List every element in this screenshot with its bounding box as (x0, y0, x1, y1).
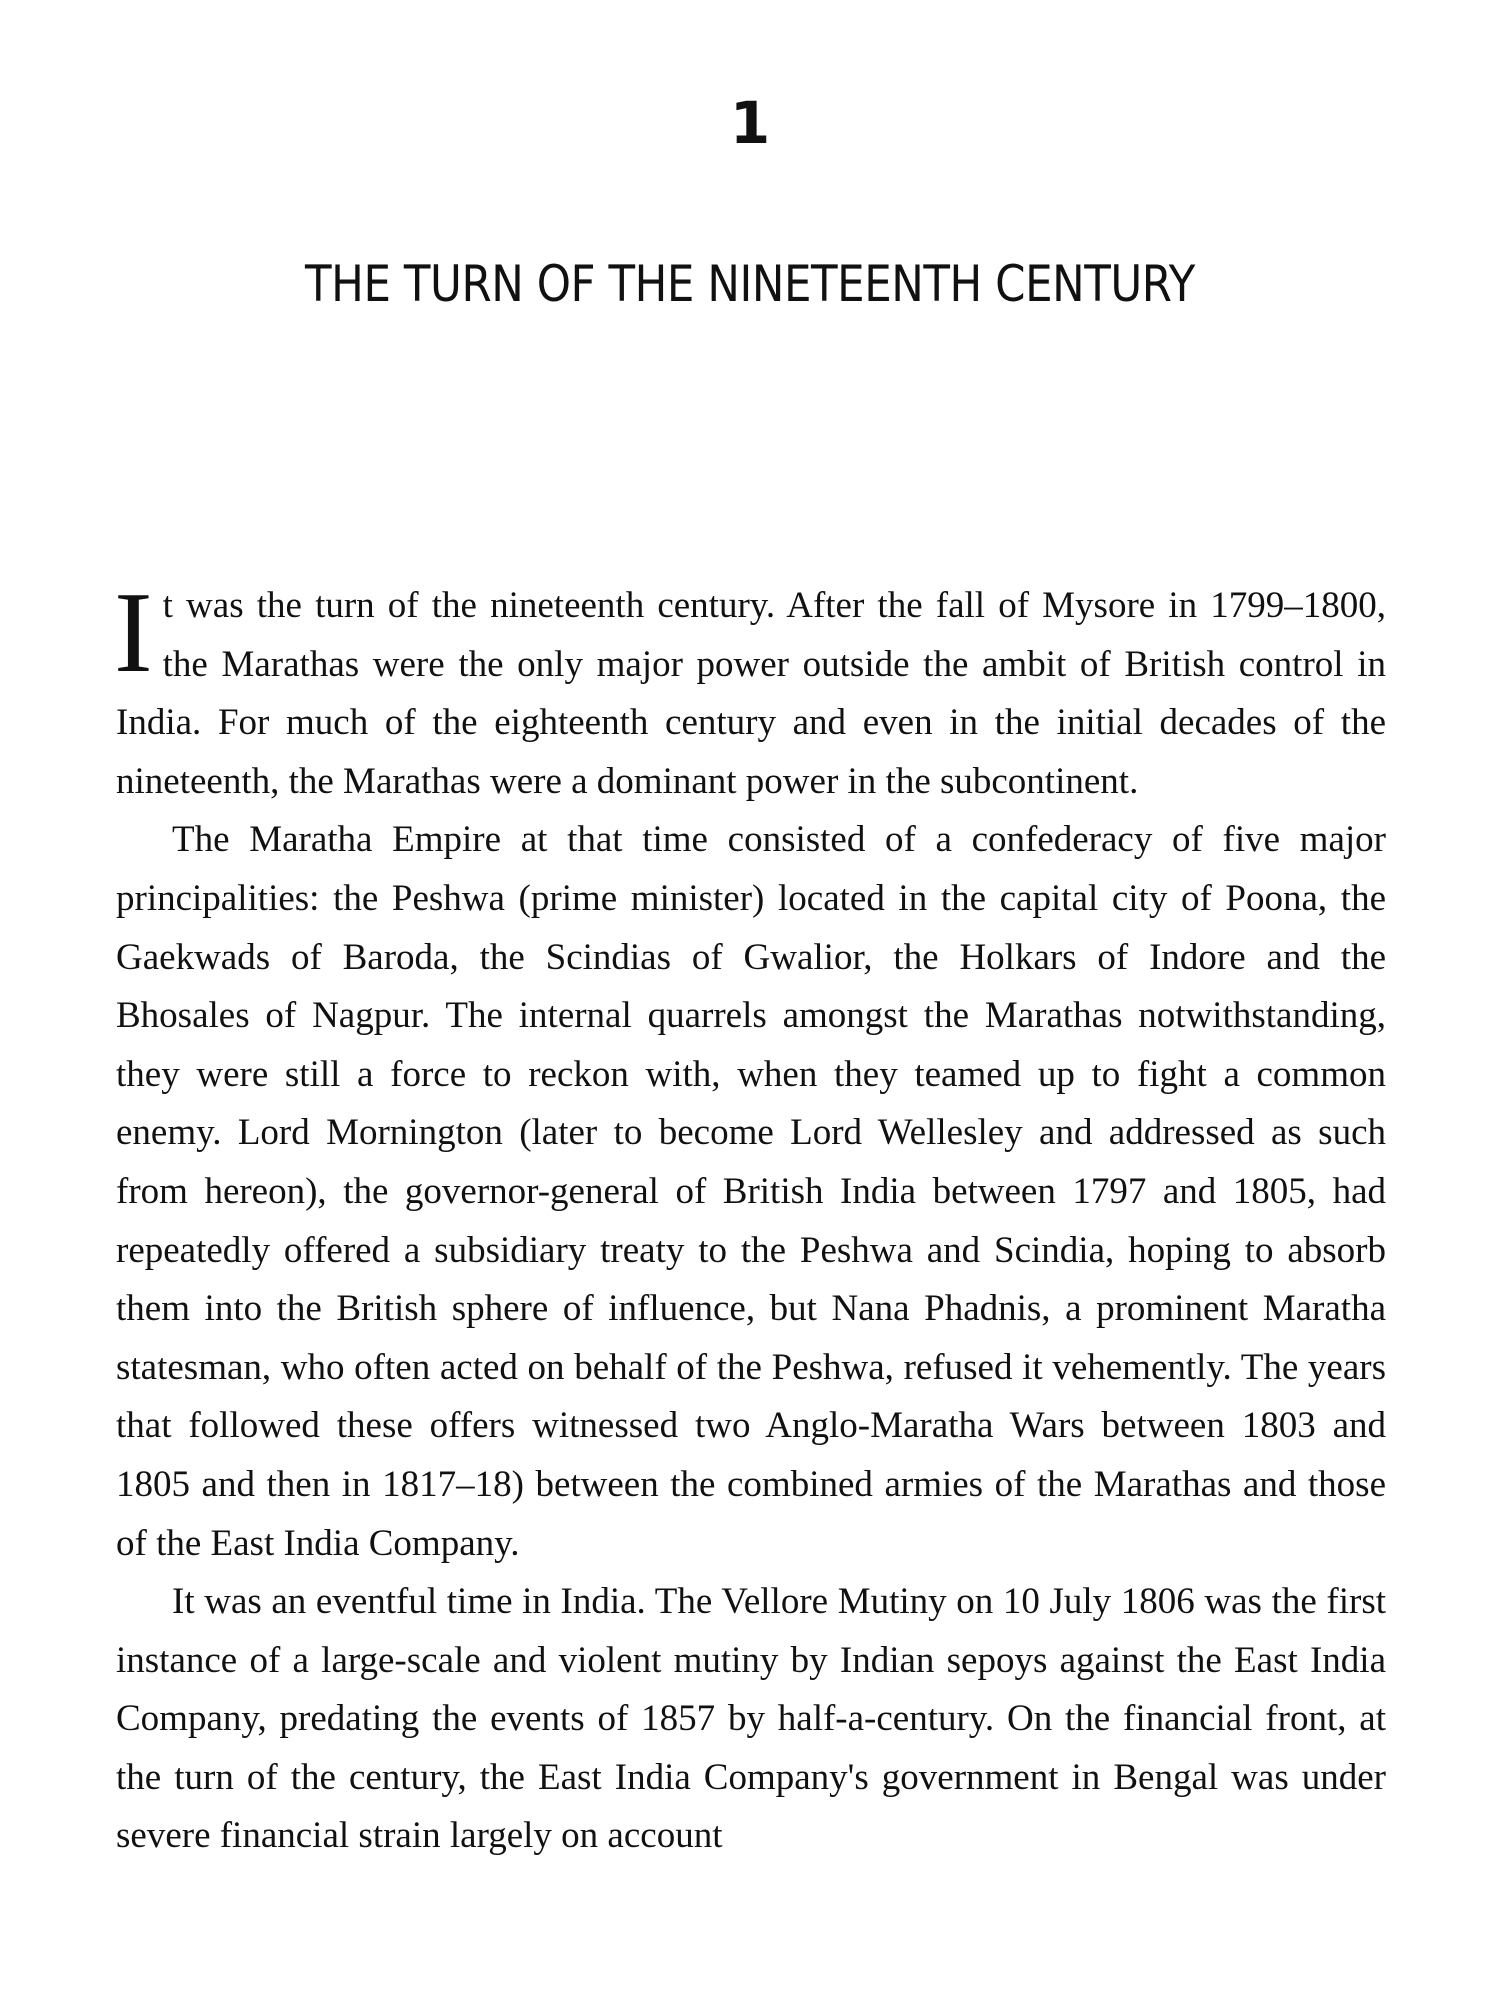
chapter-number: 1 (729, 89, 771, 157)
paragraph-1 (114, 569, 1386, 811)
paragraph-2: The Maratha Empire at that time consisted of a confederacy of five major principalities: the Peshwa (prime minister) located in the capital city of Poona, the Gaekwads of Baroda, the Scindias of Gwalior, the Holkars of Indore and the Bhosales of Nagpur. The internal quarrels amongst the Marathas notwithstanding, they were still a force to reckon with, when they teamed up to fight a common enemy. Lord Mornington (later to become Lord Wellesley and addressed as such from hereon), the governor-general of British India between 1797 and 1805, had repeatedly offered a subsidiary treaty to the Peshwa and Scindia, hoping to absorb them into the British sphere of influence, but Nana Phadnis, a prominent Maratha statesman, who often acted on behalf of the Peshwa, refused it vehemently. The years that followed these offers witnessed two Anglo-Maratha Wars between 1803 and 1805 and then in 1817–18) between the combined armies of the Marathas and those of the East India Company. (116, 819, 1386, 1564)
paragraph-1-text: t was the turn of the nineteenth century. After the fall of Mysore in 1799–1800, the Marathas were the only major power outside the ambit of British control in India. For much of the eighteenth century and even in the initial decades of the nineteenth, the Marathas were a dominant power in the subcontinent. (116, 585, 1386, 802)
drop-cap: I (114, 569, 153, 697)
chapter-body (114, 569, 1386, 1866)
paragraph-3: It was an eventful time in India. The Vellore Mutiny on 10 July 1806 was the first instance of a large-scale and violent mutiny by Indian sepoys against the East India Company, predating the events of 1857 by half-a-century. On the financial front, at the turn of the century, the East India Company's government in Bengal was under severe financial strain largely on account (116, 1581, 1386, 1857)
chapter-title: THE TURN OF THE NINETEENTH CENTURY (305, 255, 1195, 313)
